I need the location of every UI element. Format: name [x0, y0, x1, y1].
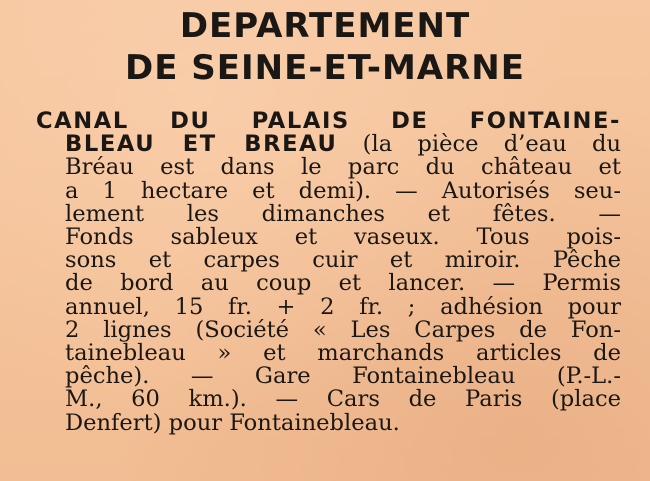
entry-line: Fonds sableux et vaseux. Tous pois-	[65, 224, 621, 251]
entry-line: lement les dimanches et fêtes. —	[65, 200, 621, 227]
entry-line: tainebleau » et marchands articles de	[65, 340, 621, 367]
fishing-entry	[36, 110, 621, 435]
department-heading-line-1: DEPARTEMENT	[179, 6, 471, 46]
entry-title-line-1	[36, 110, 621, 133]
department-heading-line-2: DE SEINE-ET-MARNE	[125, 48, 525, 88]
entry-line: Bréau est dans le parc du château et	[65, 154, 621, 181]
entry-line: Denfert) pour Fontainebleau.	[65, 409, 400, 436]
entry-line-2-text: (la pièce d’eau du	[337, 131, 621, 158]
entry-title-part-2: BLEAU ET BREAU	[65, 131, 338, 158]
entry-line: a 1 hectare et demi). — Autorisés seu-	[65, 177, 621, 204]
entry-line-2	[36, 133, 621, 156]
entry-line: annuel, 15 fr. + 2 fr. ; adhésion pour	[65, 293, 621, 320]
entry-line: M., 60 km.). — Cars de Paris (place	[65, 386, 621, 413]
entry-title-part-1: CANAL DU PALAIS DE FONTAINE-	[36, 108, 621, 134]
entry-line: de bord au coup et lancer. — Permis	[65, 270, 621, 297]
entry-line: 2 lignes (Société « Les Carpes de Fon-	[65, 316, 621, 343]
entry-line: pêche). — Gare Fontainebleau (P.-L.-	[65, 363, 621, 390]
entry-line: sons et carpes cuir et miroir. Pêche	[65, 247, 621, 274]
